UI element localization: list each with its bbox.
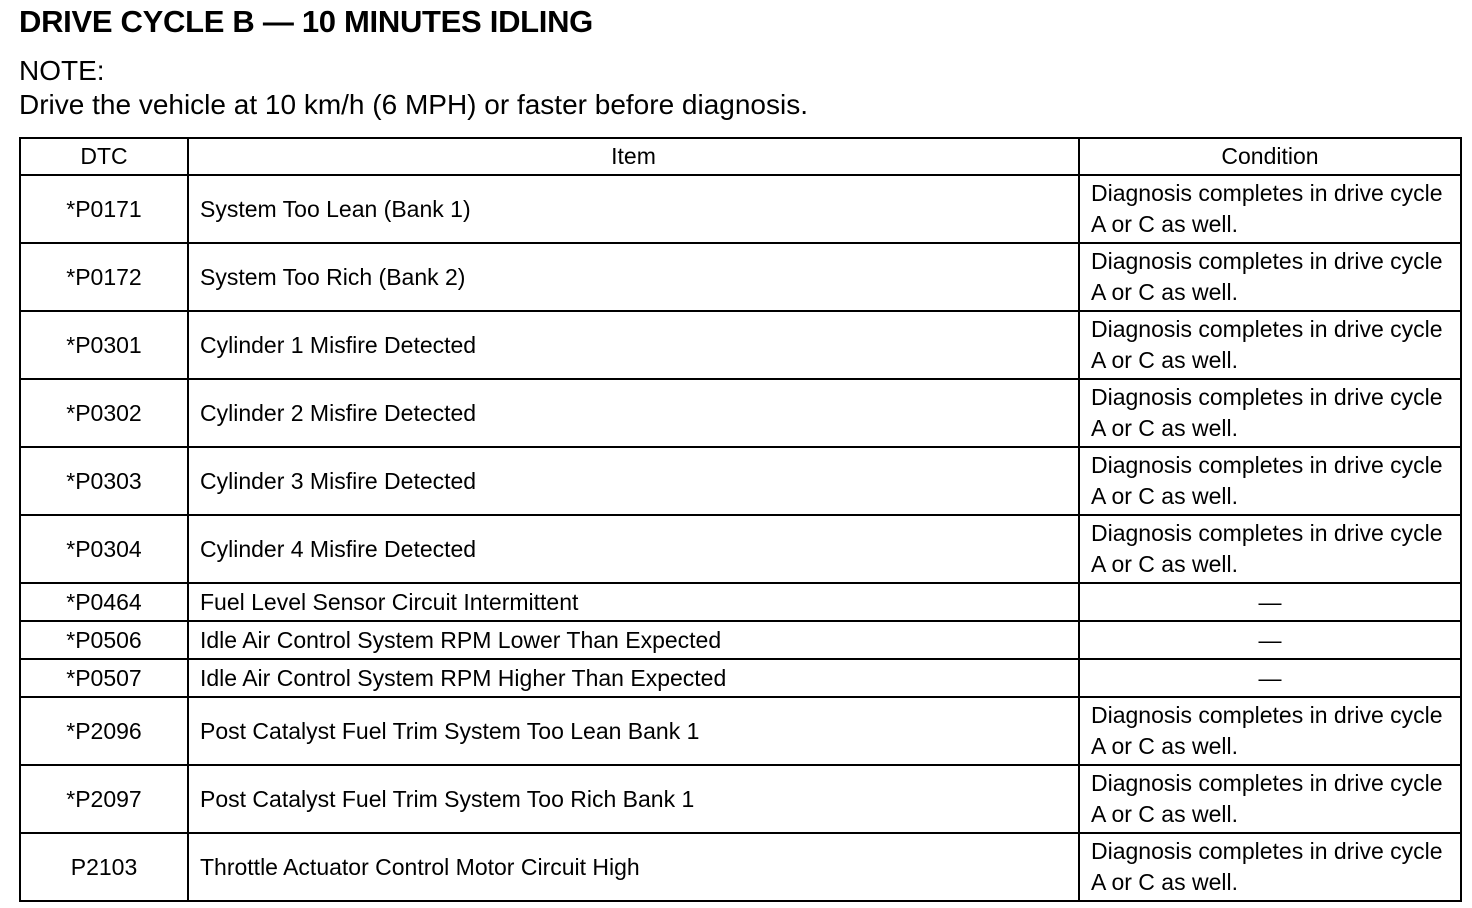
dtc-condition: Diagnosis completes in drive cycle A or C as well. xyxy=(1079,243,1461,311)
dtc-item: System Too Rich (Bank 2) xyxy=(188,243,1079,311)
dtc-code: P2103 xyxy=(20,833,188,901)
dtc-item: Idle Air Control System RPM Lower Than Expected xyxy=(188,621,1079,659)
note-label: NOTE: xyxy=(19,55,105,86)
dtc-code: *P0303 xyxy=(20,447,188,515)
dtc-item: Cylinder 2 Misfire Detected xyxy=(188,379,1079,447)
dtc-condition: Diagnosis completes in drive cycle A or C as well. xyxy=(1079,697,1461,765)
dtc-condition: — xyxy=(1079,621,1461,659)
dtc-code: *P0507 xyxy=(20,659,188,697)
dtc-code: *P0171 xyxy=(20,175,188,243)
dtc-condition: Diagnosis completes in drive cycle A or C as well. xyxy=(1079,447,1461,515)
table-row xyxy=(20,175,1461,243)
dtc-item: Throttle Actuator Control Motor Circuit High xyxy=(188,833,1079,901)
dtc-item: Cylinder 4 Misfire Detected xyxy=(188,515,1079,583)
dtc-condition: Diagnosis completes in drive cycle A or C as well. xyxy=(1079,175,1461,243)
column-header-dtc: DTC xyxy=(20,138,188,175)
dtc-condition: Diagnosis completes in drive cycle A or C as well. xyxy=(1079,311,1461,379)
dtc-condition: Diagnosis completes in drive cycle A or C as well. xyxy=(1079,833,1461,901)
table-row xyxy=(20,765,1461,833)
dtc-item: System Too Lean (Bank 1) xyxy=(188,175,1079,243)
dtc-condition: — xyxy=(1079,659,1461,697)
table-row xyxy=(20,833,1461,901)
table-row xyxy=(20,243,1461,311)
dtc-code: *P0464 xyxy=(20,583,188,621)
table-row xyxy=(20,659,1461,697)
dtc-condition: Diagnosis completes in drive cycle A or C as well. xyxy=(1079,379,1461,447)
dtc-item: Post Catalyst Fuel Trim System Too Lean Bank 1 xyxy=(188,697,1079,765)
dtc-condition: Diagnosis completes in drive cycle A or C as well. xyxy=(1079,515,1461,583)
dtc-code: *P0506 xyxy=(20,621,188,659)
dtc-code: *P2097 xyxy=(20,765,188,833)
dtc-code: *P0172 xyxy=(20,243,188,311)
table-row xyxy=(20,697,1461,765)
dtc-code: *P0302 xyxy=(20,379,188,447)
table-row xyxy=(20,515,1461,583)
column-header-item: Item xyxy=(188,138,1079,175)
dtc-item: Idle Air Control System RPM Higher Than Expected xyxy=(188,659,1079,697)
dtc-item: Post Catalyst Fuel Trim System Too Rich Bank 1 xyxy=(188,765,1079,833)
table-row xyxy=(20,379,1461,447)
note-text: Drive the vehicle at 10 km/h (6 MPH) or faster before diagnosis. xyxy=(19,89,809,120)
dtc-item: Fuel Level Sensor Circuit Intermittent xyxy=(188,583,1079,621)
table-header-row xyxy=(20,138,1461,175)
dtc-condition: Diagnosis completes in drive cycle A or C as well. xyxy=(1079,765,1461,833)
page-title: DRIVE CYCLE B — 10 MINUTES IDLING xyxy=(19,4,593,39)
dtc-code: *P0304 xyxy=(20,515,188,583)
dtc-code: *P0301 xyxy=(20,311,188,379)
dtc-item: Cylinder 1 Misfire Detected xyxy=(188,311,1079,379)
dtc-condition: — xyxy=(1079,583,1461,621)
dtc-table xyxy=(19,137,1462,902)
column-header-condition: Condition xyxy=(1079,138,1461,175)
table-row xyxy=(20,583,1461,621)
dtc-code: *P2096 xyxy=(20,697,188,765)
table-row xyxy=(20,621,1461,659)
table-row xyxy=(20,447,1461,515)
dtc-item: Cylinder 3 Misfire Detected xyxy=(188,447,1079,515)
table-row xyxy=(20,311,1461,379)
